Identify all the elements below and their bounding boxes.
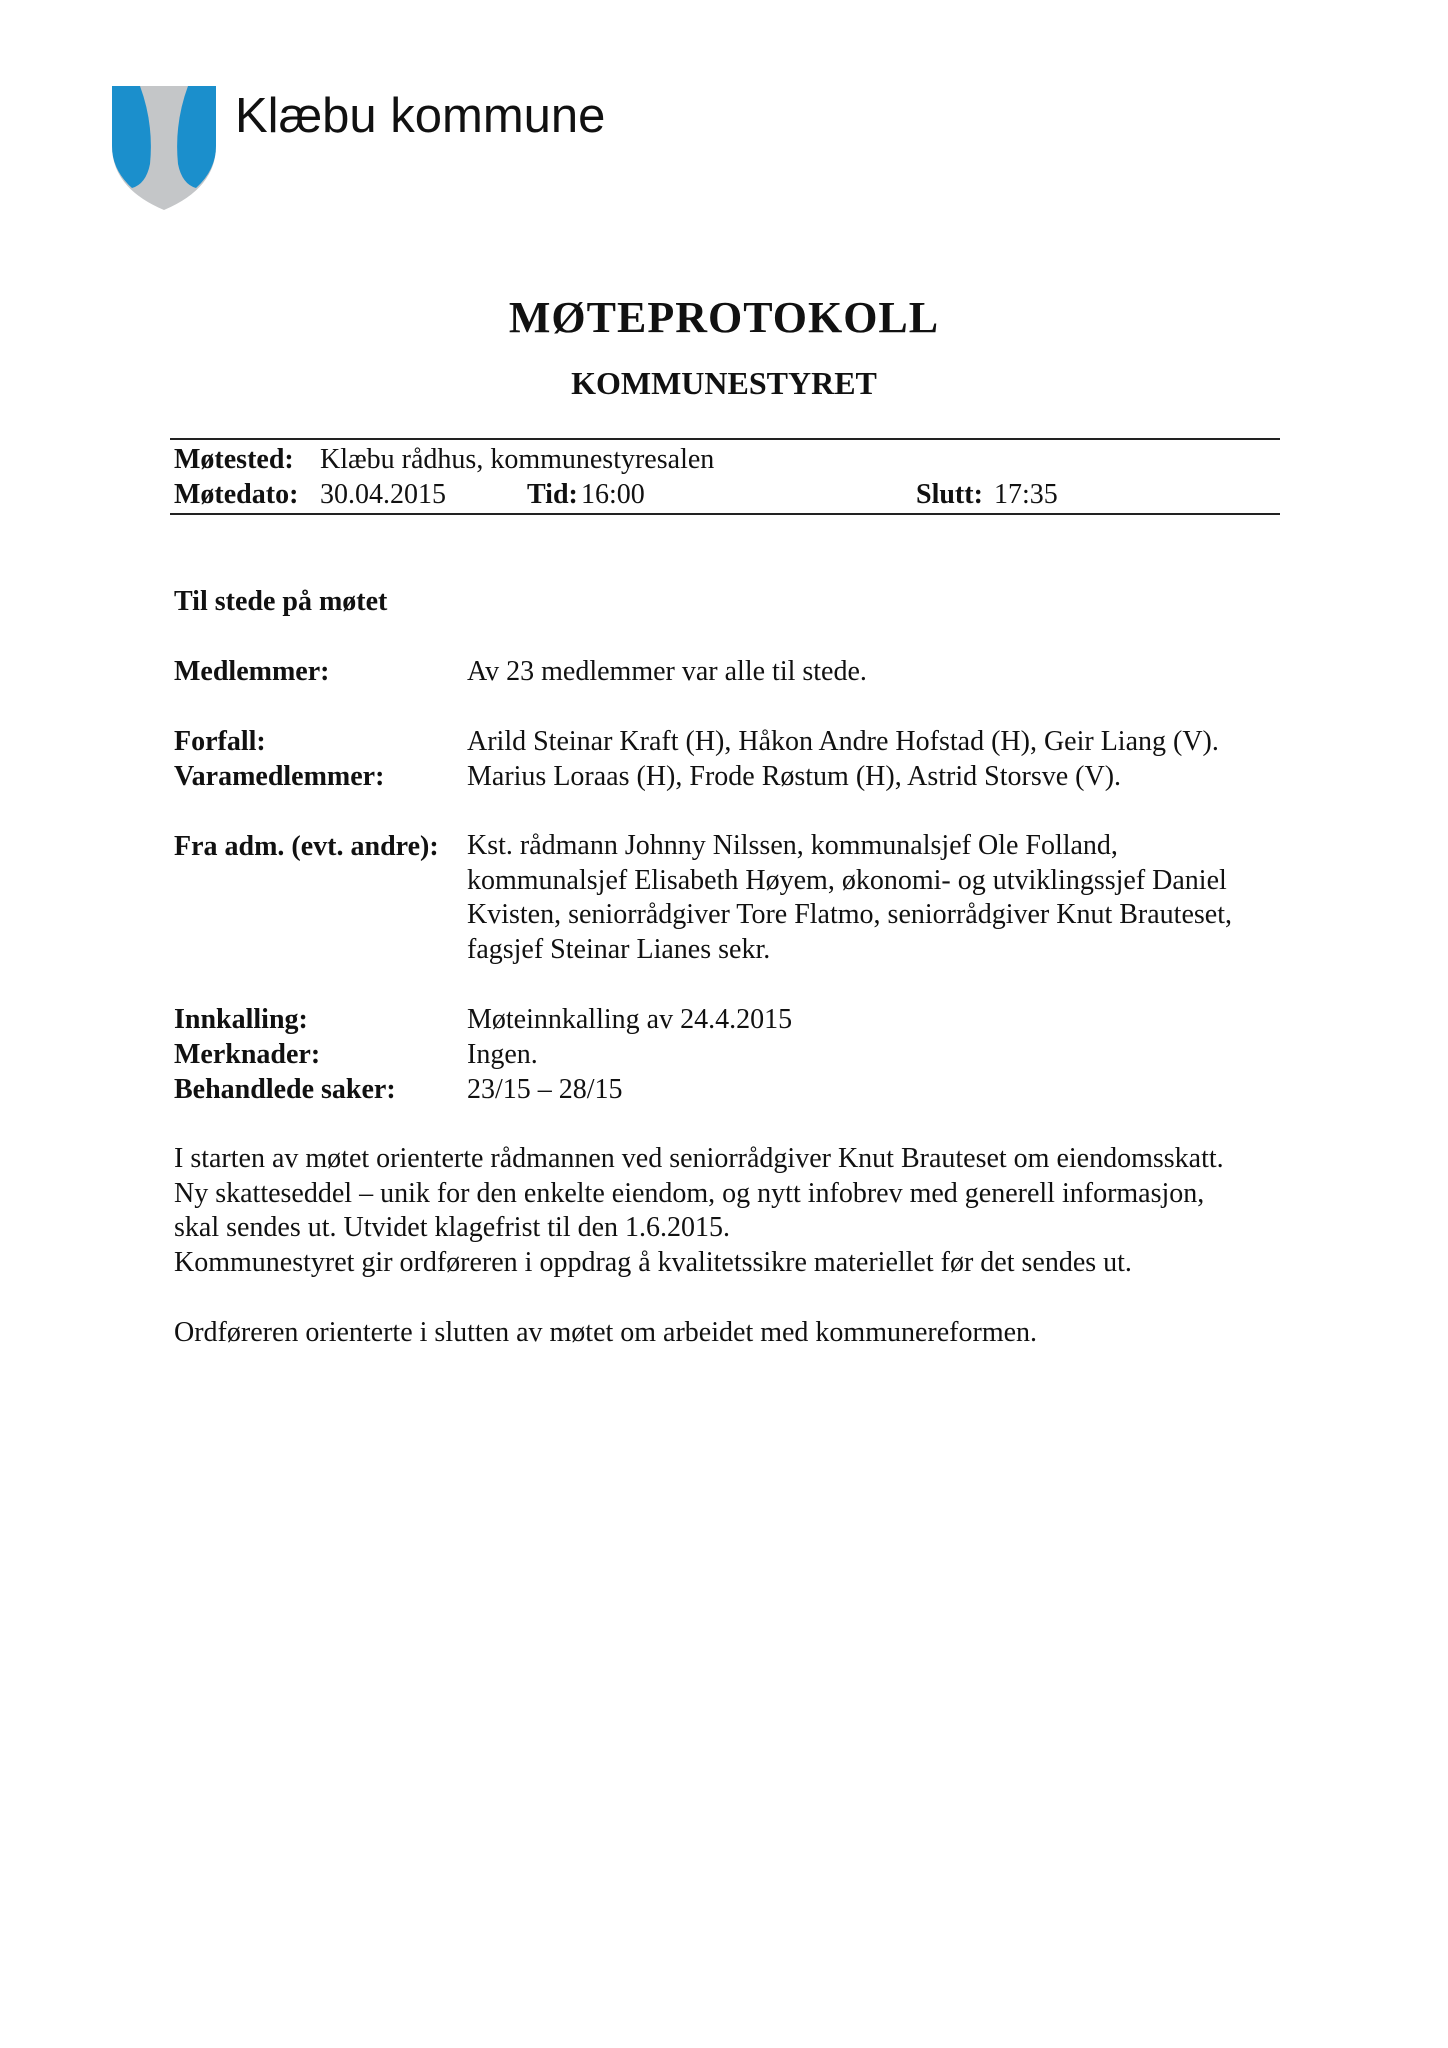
cases-label: Behandlede saker:: [174, 1074, 396, 1105]
meeting-end-value: 17:35: [994, 479, 1058, 510]
document-subtitle: KOMMUNESTYRET: [571, 365, 877, 401]
property-tax-paragraph: [174, 1142, 1224, 1280]
absent-label: Forfall:: [174, 726, 266, 757]
notice-label: Innkalling:: [174, 1004, 308, 1035]
substitutes-label: Varamedlemmer:: [174, 761, 385, 792]
meeting-place-value: Klæbu rådhus, kommunestyresalen: [320, 444, 715, 475]
meeting-time-label: Tid:: [527, 479, 578, 510]
substitutes-value: Marius Loraas (H), Frode Røstum (H), Astrid Storsve (V).: [467, 761, 1122, 792]
paragraph-line: Ny skatteseddel – unik for den enkelte eiendom, og nytt infobrev med generell informasjon,: [174, 1177, 1205, 1209]
meeting-place-label: Møtested:: [174, 444, 294, 475]
divider-bottom: [170, 513, 1280, 515]
closing-paragraph: Ordføreren orienterte i slutten av møtet om arbeidet med kommunereformen.: [174, 1317, 1038, 1348]
admin-attendees: [467, 829, 1232, 967]
admin-line: kommunalsjef Elisabeth Høyem, økonomi- og utviklingssjef Daniel: [467, 864, 1227, 896]
admin-label: Fra adm. (evt. andre):: [174, 831, 439, 862]
cases-value: 23/15 – 28/15: [467, 1074, 623, 1105]
notice-value: Møteinnkalling av 24.4.2015: [467, 1004, 793, 1035]
municipality-coat-of-arms-icon: [110, 84, 218, 212]
attendance-heading: Til stede på møtet: [174, 586, 388, 617]
admin-line: Kst. rådmann Johnny Nilssen, kommunalsjef Ole Folland,: [467, 830, 1118, 861]
document-title: MØTEPROTOKOLL: [508, 293, 940, 342]
meeting-end-label: Slutt:: [916, 479, 983, 510]
remarks-label: Merknader:: [174, 1039, 321, 1070]
meeting-date-label: Møtedato:: [174, 479, 299, 510]
paragraph-line: skal sendes ut. Utvidet klagefrist til den 1.6.2015.: [174, 1212, 731, 1243]
divider-top: [170, 438, 1280, 440]
remarks-value: Ingen.: [467, 1039, 538, 1070]
meeting-date-value: 30.04.2015: [320, 479, 446, 510]
meeting-time-value: 16:00: [581, 479, 645, 510]
members-value: Av 23 medlemmer var alle til stede.: [467, 656, 867, 687]
absent-value: Arild Steinar Kraft (H), Håkon Andre Hofstad (H), Geir Liang (V).: [467, 726, 1219, 757]
members-label: Medlemmer:: [174, 656, 330, 687]
admin-line: Kvisten, seniorrådgiver Tore Flatmo, seniorrådgiver Knut Brauteset,: [467, 899, 1232, 930]
paragraph-line: I starten av møtet orienterte rådmannen ved seniorrådgiver Knut Brauteset om eiendomsskatt.: [174, 1143, 1224, 1174]
admin-line: fagsjef Steinar Lianes sekr.: [467, 933, 771, 965]
municipality-name: Klæbu kommune: [235, 89, 606, 143]
paragraph-line: Kommunestyret gir ordføreren i oppdrag å kvalitetssikre materiellet før det sendes ut.: [174, 1246, 1132, 1278]
